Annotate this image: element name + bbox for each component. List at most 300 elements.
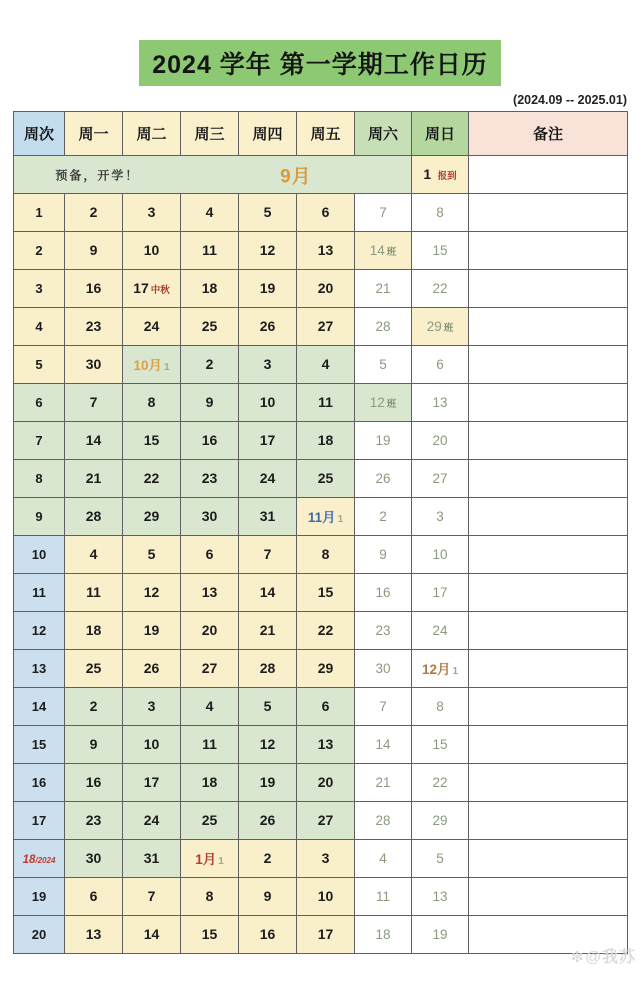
day-cell bbox=[297, 688, 355, 726]
registration-tag: 报到 bbox=[437, 170, 457, 182]
remark-cell bbox=[469, 802, 628, 840]
day-number: 24 bbox=[143, 811, 160, 828]
day-cell bbox=[297, 802, 355, 840]
day-cell bbox=[239, 498, 297, 536]
day-number: 19 bbox=[259, 279, 276, 296]
day-cell bbox=[181, 650, 239, 688]
week-row-18 bbox=[14, 840, 628, 878]
week-number: 20 bbox=[14, 916, 65, 954]
day-number: 2 bbox=[379, 508, 387, 524]
day-cell bbox=[123, 422, 181, 460]
day-cell bbox=[181, 194, 239, 232]
day-cell bbox=[412, 840, 469, 878]
day-number: 11 bbox=[375, 888, 390, 904]
day-number: 3 bbox=[321, 849, 330, 866]
day-tag: 班 bbox=[386, 246, 397, 258]
day-number: 13 bbox=[317, 735, 334, 752]
day-number: 22 bbox=[317, 621, 334, 638]
week-number: 17 bbox=[14, 802, 65, 840]
day-number: 16 bbox=[201, 431, 218, 448]
day-number: 11 bbox=[86, 583, 101, 600]
watermark bbox=[571, 944, 636, 967]
day-number: 9 bbox=[379, 546, 387, 562]
day-cell bbox=[239, 688, 297, 726]
day-cell bbox=[65, 840, 123, 878]
day-cell bbox=[239, 840, 297, 878]
day-number: 28 bbox=[375, 318, 391, 334]
day-number: 23 bbox=[85, 811, 102, 828]
day-cell bbox=[355, 612, 412, 650]
day-number: 14 bbox=[375, 736, 391, 752]
month-first-day: 1 bbox=[163, 362, 170, 373]
remark-cell bbox=[469, 346, 628, 384]
day-number: 10 bbox=[317, 887, 334, 904]
day-number: 28 bbox=[259, 659, 276, 676]
day-number: 18 bbox=[201, 279, 218, 296]
day-cell bbox=[355, 650, 412, 688]
week-number: 5 bbox=[14, 346, 65, 384]
day-number: 12 bbox=[259, 241, 276, 258]
day-cell bbox=[297, 498, 355, 536]
day-cell bbox=[355, 232, 412, 270]
week-row-11 bbox=[14, 574, 628, 612]
day-cell bbox=[123, 840, 181, 878]
day-cell bbox=[355, 346, 412, 384]
day-cell bbox=[239, 726, 297, 764]
day-cell bbox=[239, 612, 297, 650]
col-header-week: 周次 bbox=[14, 112, 65, 156]
remark-cell bbox=[469, 422, 628, 460]
week-row-8 bbox=[14, 460, 628, 498]
day-cell bbox=[412, 612, 469, 650]
day-cell bbox=[181, 270, 239, 308]
day-cell bbox=[297, 422, 355, 460]
day-number: 23 bbox=[85, 317, 102, 334]
day-number: 7 bbox=[89, 393, 98, 410]
day-number: 22 bbox=[432, 280, 448, 296]
day-cell bbox=[297, 650, 355, 688]
day-cell bbox=[239, 878, 297, 916]
week-row-10 bbox=[14, 536, 628, 574]
day-number: 27 bbox=[317, 317, 334, 334]
day-number: 18 bbox=[201, 773, 218, 790]
day-number: 8 bbox=[436, 698, 444, 714]
day-cell bbox=[239, 650, 297, 688]
day-number: 31 bbox=[143, 849, 160, 866]
day-number: 4 bbox=[205, 697, 214, 714]
week-number: 13 bbox=[14, 650, 65, 688]
day-cell bbox=[123, 764, 181, 802]
week-number: 6 bbox=[14, 384, 65, 422]
day-number: 30 bbox=[85, 849, 102, 866]
september-month-cell bbox=[14, 156, 412, 194]
day-cell bbox=[355, 726, 412, 764]
day-cell bbox=[355, 574, 412, 612]
day-cell bbox=[355, 194, 412, 232]
week-number: 4 bbox=[14, 308, 65, 346]
day-cell bbox=[181, 536, 239, 574]
day-cell bbox=[65, 270, 123, 308]
day-number: 11月 bbox=[307, 510, 336, 525]
remark-cell bbox=[469, 726, 628, 764]
day-cell bbox=[123, 194, 181, 232]
col-header-monday: 周一 bbox=[65, 112, 123, 156]
day-cell bbox=[123, 650, 181, 688]
day-cell bbox=[412, 346, 469, 384]
month-row-september bbox=[14, 156, 628, 194]
col-header-wednesday: 周三 bbox=[181, 112, 239, 156]
day-number: 29 bbox=[432, 812, 448, 828]
day-number: 18 bbox=[317, 431, 334, 448]
day-number: 7 bbox=[379, 698, 387, 714]
day-cell bbox=[412, 688, 469, 726]
day-cell bbox=[65, 536, 123, 574]
day-number: 10 bbox=[259, 393, 276, 410]
day-number: 31 bbox=[259, 507, 276, 524]
day-cell bbox=[123, 498, 181, 536]
day-number: 28 bbox=[375, 812, 391, 828]
day-cell bbox=[412, 422, 469, 460]
day-cell bbox=[412, 194, 469, 232]
day-cell bbox=[239, 270, 297, 308]
day-cell bbox=[355, 384, 412, 422]
week-row-6 bbox=[14, 384, 628, 422]
page-title: 2024 学年 第一学期工作日历 bbox=[139, 40, 501, 86]
remark-cell bbox=[469, 194, 628, 232]
day-cell bbox=[412, 802, 469, 840]
day-tag: 班 bbox=[386, 398, 397, 410]
wosu-flower-logo-icon: ❇ bbox=[570, 949, 585, 966]
day-cell bbox=[412, 308, 469, 346]
month-first-day: 1 bbox=[218, 856, 224, 867]
day-cell bbox=[65, 878, 123, 916]
day-number: 4 bbox=[321, 355, 330, 372]
day-cell bbox=[355, 802, 412, 840]
day-number: 8 bbox=[205, 887, 214, 904]
week-row-19 bbox=[14, 878, 628, 916]
day-number: 5 bbox=[379, 356, 387, 372]
day-cell bbox=[123, 802, 181, 840]
day-number: 30 bbox=[201, 507, 218, 524]
day-number: 20 bbox=[201, 621, 218, 638]
day-number: 18 bbox=[85, 621, 102, 638]
day-cell bbox=[181, 688, 239, 726]
day-number: 29 bbox=[426, 318, 442, 334]
day-number: 3 bbox=[147, 203, 156, 220]
day-number: 9 bbox=[89, 241, 98, 258]
day-cell bbox=[239, 536, 297, 574]
day-cell bbox=[181, 422, 239, 460]
week-number: 18/2024 bbox=[14, 840, 65, 878]
day-cell bbox=[297, 840, 355, 878]
day-cell bbox=[181, 498, 239, 536]
day-cell bbox=[355, 878, 412, 916]
day-number: 27 bbox=[317, 811, 334, 828]
day-number: 2 bbox=[89, 203, 98, 220]
day-cell bbox=[123, 460, 181, 498]
day-cell bbox=[412, 878, 469, 916]
day-number: 13 bbox=[317, 241, 334, 258]
remark-cell bbox=[469, 574, 628, 612]
week-row-13 bbox=[14, 650, 628, 688]
day-number: 13 bbox=[432, 888, 448, 904]
day-number: 15 bbox=[432, 736, 448, 752]
day-cell bbox=[123, 384, 181, 422]
day-number: 27 bbox=[201, 659, 218, 676]
week-row-14 bbox=[14, 688, 628, 726]
day-cell bbox=[123, 270, 181, 308]
day-number: 10 bbox=[143, 735, 160, 752]
day-number: 17 bbox=[432, 584, 448, 600]
week-row-12 bbox=[14, 612, 628, 650]
remark-cell bbox=[469, 840, 628, 878]
day-number: 4 bbox=[89, 545, 98, 562]
day-cell bbox=[355, 270, 412, 308]
day-cell bbox=[239, 764, 297, 802]
week-row-1 bbox=[14, 194, 628, 232]
day-number: 5 bbox=[147, 545, 156, 562]
day-number: 26 bbox=[375, 470, 391, 486]
day-cell bbox=[123, 688, 181, 726]
day-number: 6 bbox=[436, 356, 444, 372]
day-cell-registration bbox=[412, 156, 469, 194]
day-cell bbox=[123, 308, 181, 346]
day-cell bbox=[297, 346, 355, 384]
day-number: 12 bbox=[259, 735, 276, 752]
day-cell bbox=[412, 384, 469, 422]
day-cell bbox=[355, 840, 412, 878]
day-cell bbox=[65, 650, 123, 688]
remark-cell bbox=[469, 308, 628, 346]
week-number: 7 bbox=[14, 422, 65, 460]
calendar-body bbox=[14, 156, 628, 954]
day-cell bbox=[297, 194, 355, 232]
day-number: 22 bbox=[432, 774, 448, 790]
day-cell bbox=[412, 536, 469, 574]
week-row-9 bbox=[14, 498, 628, 536]
week-row-7 bbox=[14, 422, 628, 460]
day-cell bbox=[355, 498, 412, 536]
day-number: 7 bbox=[263, 545, 272, 562]
remark-cell bbox=[469, 498, 628, 536]
day-cell bbox=[123, 536, 181, 574]
day-cell bbox=[412, 916, 469, 954]
day-cell bbox=[181, 916, 239, 954]
day-cell bbox=[412, 460, 469, 498]
remark-cell bbox=[469, 460, 628, 498]
remark-cell bbox=[469, 384, 628, 422]
day-cell bbox=[297, 764, 355, 802]
day-cell bbox=[65, 460, 123, 498]
day-number: 29 bbox=[317, 659, 334, 676]
remark-cell bbox=[469, 878, 628, 916]
col-header-thursday: 周四 bbox=[239, 112, 297, 156]
day-cell bbox=[65, 726, 123, 764]
day-cell bbox=[297, 726, 355, 764]
week-row-4 bbox=[14, 308, 628, 346]
week-row-5 bbox=[14, 346, 628, 384]
day-number: 30 bbox=[85, 355, 102, 372]
day-number: 29 bbox=[143, 507, 160, 524]
day-number: 11 bbox=[202, 241, 217, 258]
day-cell bbox=[65, 916, 123, 954]
remark-cell bbox=[469, 650, 628, 688]
week-number: 19 bbox=[14, 878, 65, 916]
day-number: 12 bbox=[143, 583, 160, 600]
day-number: 16 bbox=[85, 773, 102, 790]
day-number: 13 bbox=[432, 394, 448, 410]
day-cell bbox=[297, 384, 355, 422]
day-cell bbox=[181, 726, 239, 764]
day-cell bbox=[123, 916, 181, 954]
day-cell bbox=[65, 194, 123, 232]
col-header-tuesday: 周二 bbox=[123, 112, 181, 156]
day-number: 10 bbox=[432, 546, 448, 562]
day-cell bbox=[412, 650, 469, 688]
day-number: 14 bbox=[143, 925, 160, 942]
week-number: 1 bbox=[14, 194, 65, 232]
day-number: 9 bbox=[205, 393, 214, 410]
day-number: 19 bbox=[432, 926, 448, 942]
day-number: 23 bbox=[201, 469, 218, 486]
day-number: 15 bbox=[201, 925, 218, 942]
day-number: 4 bbox=[205, 203, 214, 220]
day-number: 8 bbox=[147, 393, 156, 410]
day-cell bbox=[355, 688, 412, 726]
day-number: 11 bbox=[202, 735, 217, 752]
remark-cell bbox=[469, 612, 628, 650]
semester-start-note: 预备，开学！ bbox=[55, 168, 140, 182]
day-number: 17 bbox=[133, 279, 149, 296]
day-cell bbox=[239, 422, 297, 460]
day-number: 15 bbox=[432, 242, 448, 258]
day-cell bbox=[65, 574, 123, 612]
day-cell bbox=[123, 726, 181, 764]
day-cell bbox=[65, 612, 123, 650]
day-number: 24 bbox=[432, 622, 448, 638]
day-cell bbox=[65, 308, 123, 346]
day-cell bbox=[239, 308, 297, 346]
day-cell bbox=[65, 346, 123, 384]
day-number: 21 bbox=[85, 469, 102, 486]
semester-calendar-table bbox=[13, 111, 628, 954]
month-first-day: 1 bbox=[452, 666, 459, 677]
day-number: 19 bbox=[375, 432, 391, 448]
day-number: 17 bbox=[143, 773, 160, 790]
day-number: 14 bbox=[259, 583, 276, 600]
week-number: 8 bbox=[14, 460, 65, 498]
day-number: 17 bbox=[259, 431, 276, 448]
day-cell bbox=[181, 384, 239, 422]
day-number: 27 bbox=[432, 470, 448, 486]
day-number: 20 bbox=[317, 279, 334, 296]
day-number: 5 bbox=[436, 850, 444, 866]
day-number: 26 bbox=[259, 811, 276, 828]
day-number: 3 bbox=[263, 355, 272, 372]
week-row-17 bbox=[14, 802, 628, 840]
day-cell bbox=[123, 232, 181, 270]
day-number: 6 bbox=[89, 887, 98, 904]
day-number: 3 bbox=[147, 697, 156, 714]
day-cell bbox=[412, 498, 469, 536]
day-number: 4 bbox=[379, 850, 387, 866]
day-cell bbox=[355, 422, 412, 460]
day-cell bbox=[239, 384, 297, 422]
day-number: 1 bbox=[423, 165, 432, 182]
day-number: 2 bbox=[89, 697, 98, 714]
day-cell bbox=[65, 384, 123, 422]
remark-cell bbox=[469, 232, 628, 270]
remark-cell bbox=[469, 536, 628, 574]
day-number: 28 bbox=[85, 507, 102, 524]
remark-cell bbox=[469, 688, 628, 726]
day-number: 20 bbox=[432, 432, 448, 448]
day-cell bbox=[239, 194, 297, 232]
day-number: 16 bbox=[375, 584, 391, 600]
day-number: 5 bbox=[263, 697, 272, 714]
day-cell bbox=[239, 574, 297, 612]
header-row bbox=[14, 112, 628, 156]
day-cell bbox=[297, 270, 355, 308]
day-cell bbox=[355, 460, 412, 498]
week-number: 11 bbox=[14, 574, 65, 612]
day-number: 8 bbox=[436, 204, 444, 220]
day-cell bbox=[297, 536, 355, 574]
day-number: 13 bbox=[201, 583, 218, 600]
day-number: 12月 bbox=[421, 662, 451, 677]
day-number: 24 bbox=[143, 317, 160, 334]
week-number: 10 bbox=[14, 536, 65, 574]
col-header-friday: 周五 bbox=[297, 112, 355, 156]
day-number: 15 bbox=[143, 431, 160, 448]
day-number: 11 bbox=[318, 393, 333, 410]
day-cell bbox=[297, 232, 355, 270]
day-number: 14 bbox=[369, 242, 385, 258]
day-cell bbox=[181, 764, 239, 802]
day-cell bbox=[123, 574, 181, 612]
day-number: 23 bbox=[375, 622, 391, 638]
remark-cell bbox=[469, 764, 628, 802]
col-header-remarks: 备注 bbox=[469, 112, 628, 156]
day-cell bbox=[297, 612, 355, 650]
month-first-day: 1 bbox=[337, 514, 344, 525]
day-cell bbox=[412, 270, 469, 308]
week-row-15 bbox=[14, 726, 628, 764]
day-number: 30 bbox=[375, 660, 391, 676]
day-cell bbox=[65, 232, 123, 270]
day-number: 21 bbox=[375, 280, 391, 296]
day-number: 15 bbox=[317, 583, 334, 600]
day-number: 16 bbox=[259, 925, 276, 942]
week-number: 14 bbox=[14, 688, 65, 726]
day-number: 9 bbox=[263, 887, 272, 904]
title-bar bbox=[0, 40, 640, 86]
day-number: 19 bbox=[259, 773, 276, 790]
date-range: (2024.09 -- 2025.01) bbox=[513, 93, 627, 107]
day-number: 2 bbox=[263, 849, 272, 866]
day-cell bbox=[181, 802, 239, 840]
day-number: 6 bbox=[321, 697, 330, 714]
september-label: 9月 bbox=[280, 166, 312, 187]
remark-cell bbox=[469, 270, 628, 308]
day-cell bbox=[355, 308, 412, 346]
day-number: 21 bbox=[259, 621, 276, 638]
day-cell bbox=[412, 764, 469, 802]
day-number: 18 bbox=[375, 926, 391, 942]
day-number: 9 bbox=[89, 735, 98, 752]
day-cell bbox=[239, 346, 297, 384]
day-number: 13 bbox=[85, 925, 102, 942]
